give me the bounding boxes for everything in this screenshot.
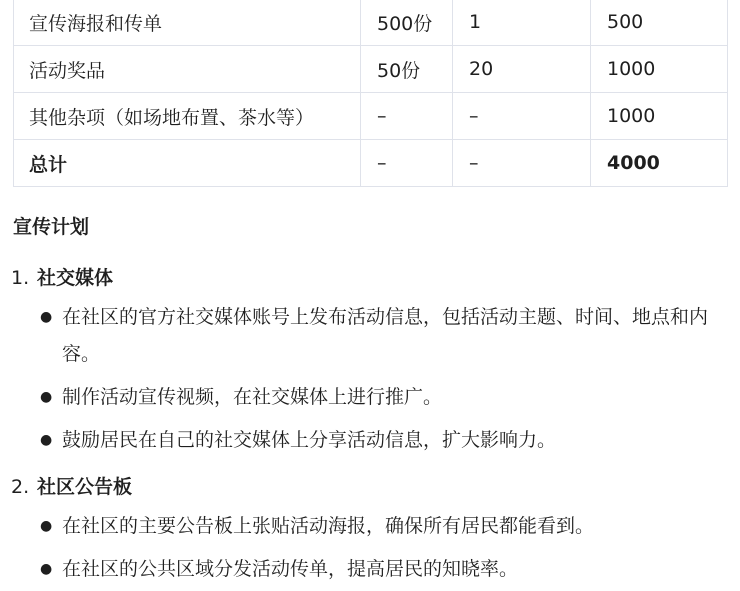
table-total-row: [14, 140, 728, 187]
table-cell-quantity: 50份: [361, 46, 453, 93]
table-cell-amount: 1000: [591, 46, 728, 93]
table-cell-quantity: 500份: [361, 0, 453, 46]
section-heading-promotion: 宣传计划: [13, 216, 90, 238]
plan-item-number: 2.: [11, 476, 30, 498]
plan-item-title: [11, 263, 731, 293]
list-item-text: 在社区的主要公告板上张贴活动海报，确保所有居民都能看到。: [62, 515, 595, 537]
plan-item-bulletin-board: [11, 472, 731, 588]
total-unit-price: –: [453, 140, 591, 187]
table-row: [14, 46, 728, 93]
list-item-text: 在社区的官方社交媒体账号上发布活动信息，包括活动主题、时间、地点和内容。: [62, 306, 709, 365]
budget-table: [13, 0, 728, 187]
table-cell-quantity: –: [361, 93, 453, 140]
total-amount: 4000: [591, 140, 728, 187]
table-cell-amount: 1000: [591, 93, 728, 140]
table-row: [14, 0, 728, 46]
bullet-list: [11, 508, 731, 588]
list-item: [11, 379, 731, 416]
table-row: [14, 93, 728, 140]
list-item-text: 在社区的公共区域分发活动传单，提高居民的知晓率。: [62, 558, 519, 580]
bullet-icon: ●: [40, 518, 53, 534]
bullet-icon: ●: [40, 389, 53, 405]
table-cell-unit-price: 1: [453, 0, 591, 46]
table-cell-amount: 500: [591, 0, 728, 46]
list-item: [11, 299, 731, 373]
list-item: [11, 422, 731, 459]
list-item: [11, 508, 731, 545]
bullet-icon: ●: [40, 309, 53, 325]
bullet-icon: ●: [40, 432, 53, 448]
bullet-icon: ●: [40, 561, 53, 577]
bullet-list: [11, 299, 731, 459]
table-cell-item: 宣传海报和传单: [14, 0, 361, 46]
list-item-text: 制作活动宣传视频，在社交媒体上进行推广。: [62, 386, 443, 408]
plan-item-number: 1.: [11, 267, 30, 289]
table-cell-item: 其他杂项（如场地布置、茶水等）: [14, 93, 361, 140]
plan-item-social-media: [11, 263, 731, 459]
plan-item-title: [11, 472, 731, 502]
list-item: [11, 551, 731, 588]
plan-item-title-text: 社区公告板: [37, 476, 133, 498]
plan-item-title-text: 社交媒体: [37, 267, 114, 289]
list-item-text: 鼓励居民在自己的社交媒体上分享活动信息，扩大影响力。: [62, 429, 557, 451]
table-cell-item: 活动奖品: [14, 46, 361, 93]
total-quantity: –: [361, 140, 453, 187]
total-label: 总计: [14, 140, 361, 187]
table-cell-unit-price: –: [453, 93, 591, 140]
table-cell-unit-price: 20: [453, 46, 591, 93]
